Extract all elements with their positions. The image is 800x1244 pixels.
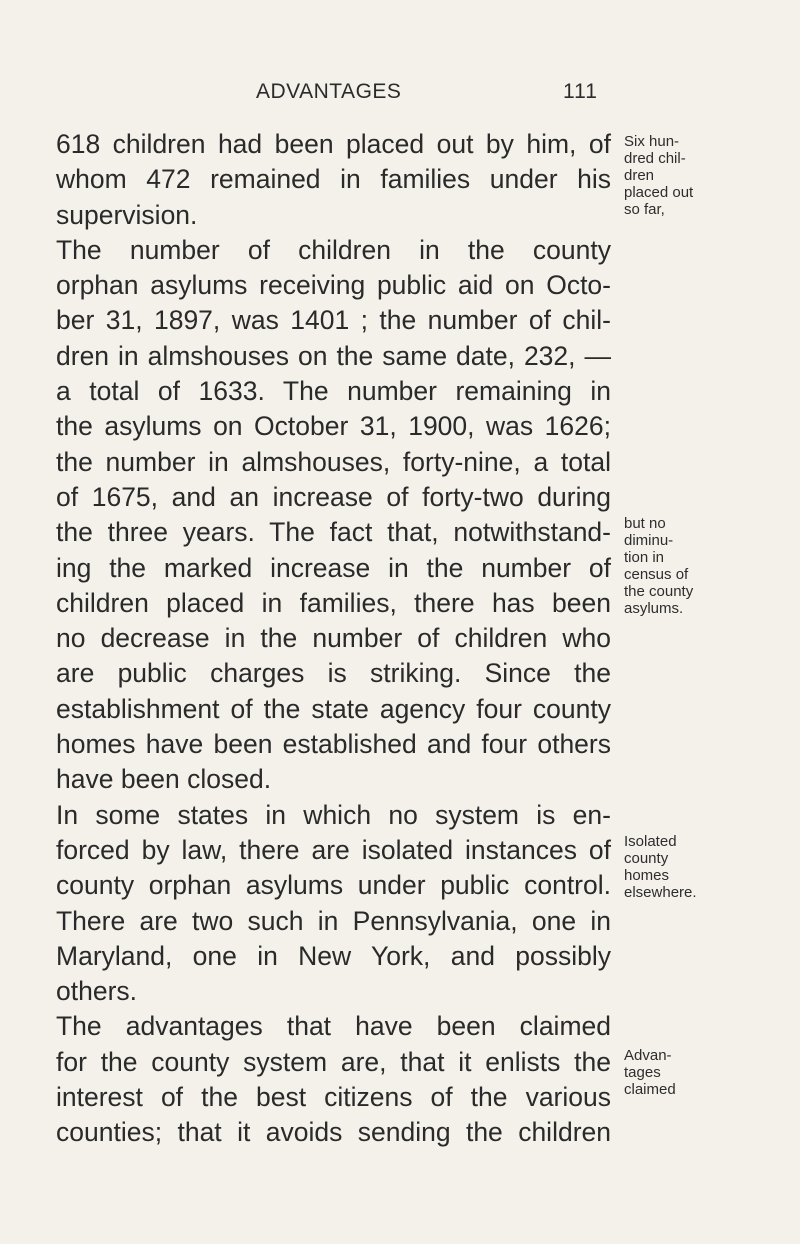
text-line: 618 children had been placed out by him, of	[56, 129, 611, 159]
text-line: The number of children in the county	[56, 234, 611, 265]
margin-note-line: tages	[624, 1064, 661, 1081]
margin-note-line: Advan-	[624, 1047, 672, 1064]
text-line: In some states in which no system is en-	[56, 799, 611, 830]
text-line: of 1675, and an increase of forty-two during	[56, 481, 611, 512]
margin-note-line: tion in	[624, 549, 665, 566]
text-line: Maryland, one in New York, and possibly	[56, 940, 611, 971]
margin-note-line: dred chil-	[624, 150, 686, 167]
text-line: the number in almshouses, forty-nine, a total	[56, 446, 611, 477]
text-line: no decrease in the number of children who	[56, 623, 611, 654]
margin-note-line: placed out	[624, 184, 694, 201]
margin-note-isolated-homes	[624, 833, 734, 901]
margin-note-line: dren	[624, 167, 655, 184]
margin-note-six-hundred	[624, 133, 734, 218]
text-line: others.	[56, 976, 138, 1007]
margin-note-line: county	[624, 850, 669, 867]
margin-note-line: diminu-	[624, 532, 674, 549]
text-line: are public charges is striking. Since the	[56, 658, 611, 689]
text-line: The advantages that have been claimed	[56, 1011, 611, 1042]
text-line: children placed in families, there has been	[56, 587, 611, 618]
text-line: for the county system are, that it enlists the	[56, 1046, 611, 1077]
text-line: dren in almshouses on the same date, 232, —	[56, 340, 611, 371]
text-line: have been closed.	[56, 764, 272, 795]
margin-note-line: the county	[624, 583, 694, 600]
margin-note-line: so far,	[624, 201, 665, 218]
text-line: forced by law, there are isolated instances of	[56, 834, 611, 865]
margin-note-line: but no	[624, 515, 666, 532]
text-line: ber 31, 1897, was 1401 ; the number of chil-	[56, 305, 611, 336]
page-number: 111	[563, 80, 598, 103]
margin-note-line: Six hun-	[624, 133, 680, 150]
margin-note-no-diminution	[624, 515, 734, 617]
text-line: establishment of the state agency four county	[56, 693, 611, 724]
margin-note-line: asylums.	[624, 600, 684, 617]
text-line: There are two such in Pennsylvania, one in	[56, 905, 611, 936]
text-line: the asylums on October 31, 1900, was 1626;	[56, 411, 611, 442]
text-line: whom 472 remained in families under his	[56, 164, 611, 195]
text-line: county orphan asylums under public control.	[56, 870, 611, 901]
margin-note-line: elsewhere.	[624, 884, 697, 901]
running-title: ADVANTAGES	[256, 80, 402, 103]
text-line: counties; that it avoids sending the children	[56, 1117, 611, 1148]
text-line: the three years. The fact that, notwithstand-	[56, 517, 611, 548]
text-line: a total of 1633. The number remaining in	[56, 376, 611, 407]
margin-note-line: homes	[624, 867, 670, 884]
text-line: ing the marked increase in the number of	[56, 552, 611, 583]
text-line: interest of the best citizens of the various	[56, 1082, 611, 1113]
text-line: homes have been established and four others	[56, 729, 611, 760]
text-line: supervision.	[56, 199, 198, 230]
margin-note-line: Isolated	[624, 833, 677, 850]
text-line: orphan asylums receiving public aid on Octo-	[56, 270, 611, 301]
margin-note-advantages	[624, 1047, 734, 1098]
margin-note-line: census of	[624, 566, 689, 583]
margin-note-line: claimed	[624, 1081, 676, 1098]
body-text	[56, 127, 611, 1151]
